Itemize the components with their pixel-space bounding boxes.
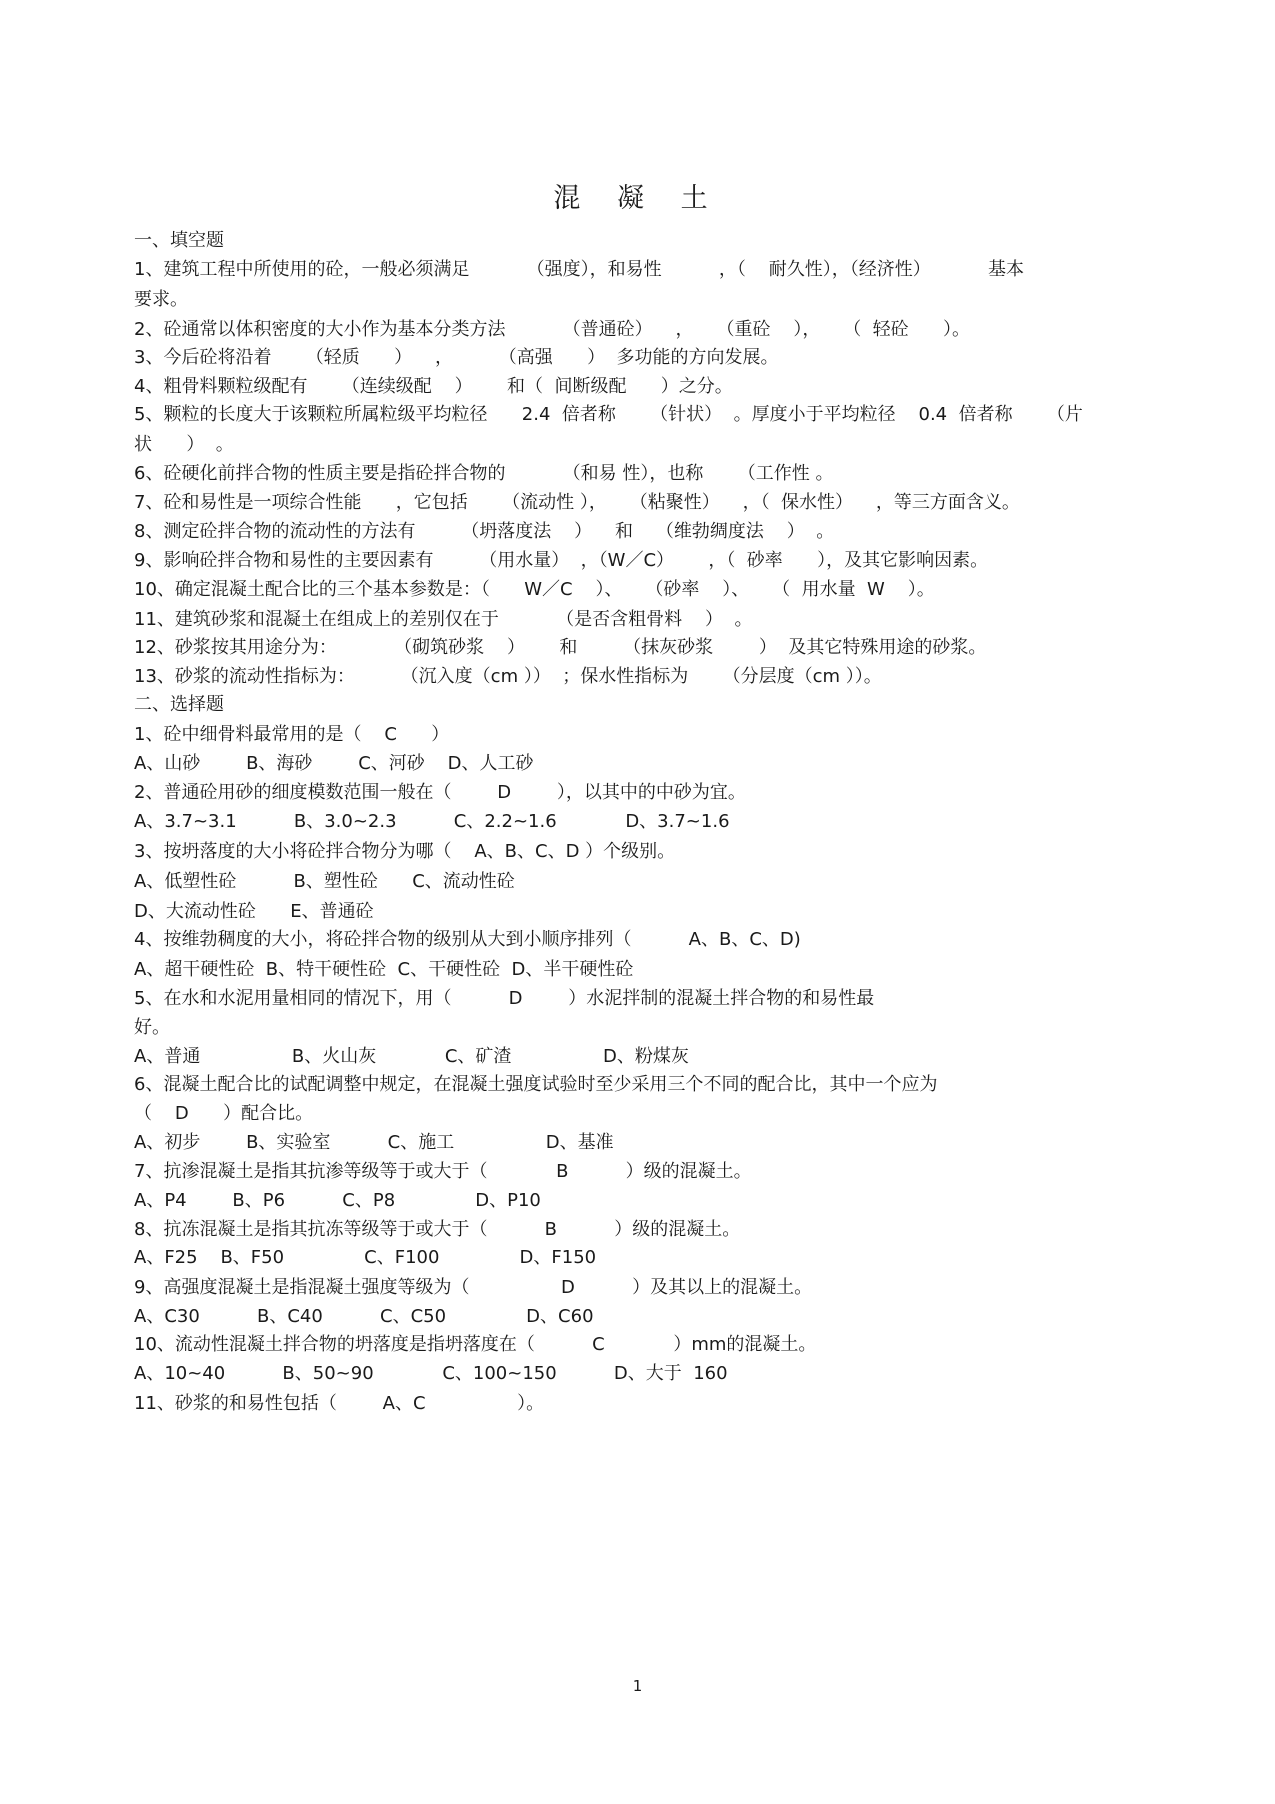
text-line: （ D ）配合比。	[134, 1103, 314, 1124]
text-line: A、山砂 B、海砂 C、河砂 D、人工砂	[134, 753, 534, 774]
text-line: 6、砼硬化前拌合物的性质主要是指砼拌合物的 （和易 性），也称 （工作性 。	[134, 463, 834, 484]
text-line: 8、测定砼拌合物的流动性的方法有 （坍落度法 ） 和 （维勃绸度法 ） 。	[134, 521, 835, 542]
text-line: 3、按坍落度的大小将砼拌合物分为哪（ A、B、C、D ）个级别。	[134, 841, 676, 862]
text-line: 1、建筑工程中所使用的砼，一般必须满足 （强度），和易性 ，（ 耐久性），（经济性） 基本	[134, 259, 1024, 280]
text-line: A、普通 B、火山灰 C、矿渣 D、粉煤灰	[134, 1046, 689, 1067]
text-line: 9、高强度混凝土是指混凝土强度等级为（ D ）及其以上的混凝土。	[134, 1277, 813, 1298]
text-line: 11、建筑砂浆和混凝土在组成上的差别仅在于 （是否含粗骨料 ） 。	[134, 609, 753, 630]
text-line: 一、填空题	[134, 230, 224, 251]
text-line: A、3.7~3.1 B、3.0~2.3 C、2.2~1.6 D、3.7~1.6	[134, 811, 730, 832]
text-line: 4、粗骨料颗粒级配有 （连续级配 ） 和（ 间断级配 ）之分。	[134, 376, 733, 397]
text-line: D、大流动性砼 E、普通砼	[134, 901, 374, 922]
text-line: A、F25 B、F50 C、F100 D、F150	[134, 1247, 597, 1268]
text-line: 2、砼通常以体积密度的大小作为基本分类方法 （普通砼） ， （重砼 ）， （ 轻砼 ）。	[134, 319, 970, 340]
text-line: 9、影响砼拌合物和易性的主要因素有 （用水量） ，（W／C） ，（ 砂率 ），及其它影响因素。	[134, 550, 989, 571]
text-line: 11、砂浆的和易性包括（ A、C ）。	[134, 1393, 545, 1414]
text-line: A、低塑性砼 B、塑性砼 C、流动性砼	[134, 871, 515, 892]
text-line: 5、在水和水泥用量相同的情况下，用（ D ）水泥拌制的混凝土拌合物的和易性最	[134, 988, 875, 1009]
text-line: 4、按维勃稠度的大小，将砼拌合物的级别从大到小顺序排列（ A、B、C、D)	[134, 929, 801, 950]
text-line: A、超干硬性砼 B、特干硬性砼 C、干硬性砼 D、半干硬性砼	[134, 959, 634, 980]
text-line: 状 ） 。	[134, 434, 234, 455]
text-line: 二、选择题	[134, 694, 224, 715]
text-line: 13、砂浆的流动性指标为： （沉入度（cm ）） ；保水性指标为 （分层度（cm ））。	[134, 666, 882, 687]
text-line: 10、确定混凝土配合比的三个基本参数是：（ W／C ）、 （砂率 ）、 （ 用水量 W ）。	[134, 579, 935, 600]
text-line: A、初步 B、实验室 C、施工 D、基准	[134, 1132, 614, 1153]
text-line: 7、抗渗混凝土是指其抗渗等级等于或大于（ B ）级的混凝土。	[134, 1161, 752, 1182]
text-line: 8、抗冻混凝土是指其抗冻等级等于或大于（ B ）级的混凝土。	[134, 1219, 741, 1240]
text-line: 5、颗粒的长度大于该颗粒所属粒级平均粒径 2.4 倍者称 （针状） 。厚度小于平均粒径 0.4 倍者称 （片	[134, 404, 1083, 425]
text-line: 1、砼中细骨料最常用的是（ C ）	[134, 724, 450, 745]
text-line: 7、砼和易性是一项综合性能 ，它包括 （流动性 ）， （粘聚性） ，（ 保水性） ，等三方面含义。	[134, 492, 1020, 513]
text-line: 12、砂浆按其用途分为： （砌筑砂浆 ） 和 （抹灰砂浆 ） 及其它特殊用途的砂浆。	[134, 637, 987, 658]
document-title: 混 凝 土	[553, 183, 722, 214]
text-line: 好。	[134, 1017, 170, 1038]
text-line: 2、普通砼用砂的细度模数范围一般在（ D ），以其中的中砂为宜。	[134, 782, 746, 803]
text-line: 6、混凝土配合比的试配调整中规定，在混凝土强度试验时至少采用三个不同的配合比，其中一个应为	[134, 1074, 938, 1095]
text-line: A、P4 B、P6 C、P8 D、P10	[134, 1190, 541, 1211]
page-number: 1	[632, 1677, 643, 1695]
text-line: 10、流动性混凝土拌合物的坍落度是指坍落度在（ C ）mm的混凝土。	[134, 1334, 817, 1355]
text-line: 3、今后砼将沿着 （轻质 ） ， （高强 ） 多功能的方向发展。	[134, 347, 779, 368]
text-line: A、C30 B、C40 C、C50 D、C60	[134, 1306, 594, 1327]
text-line: A、10~40 B、50~90 C、100~150 D、大于 160	[134, 1363, 728, 1384]
text-line: 要求。	[134, 289, 188, 310]
